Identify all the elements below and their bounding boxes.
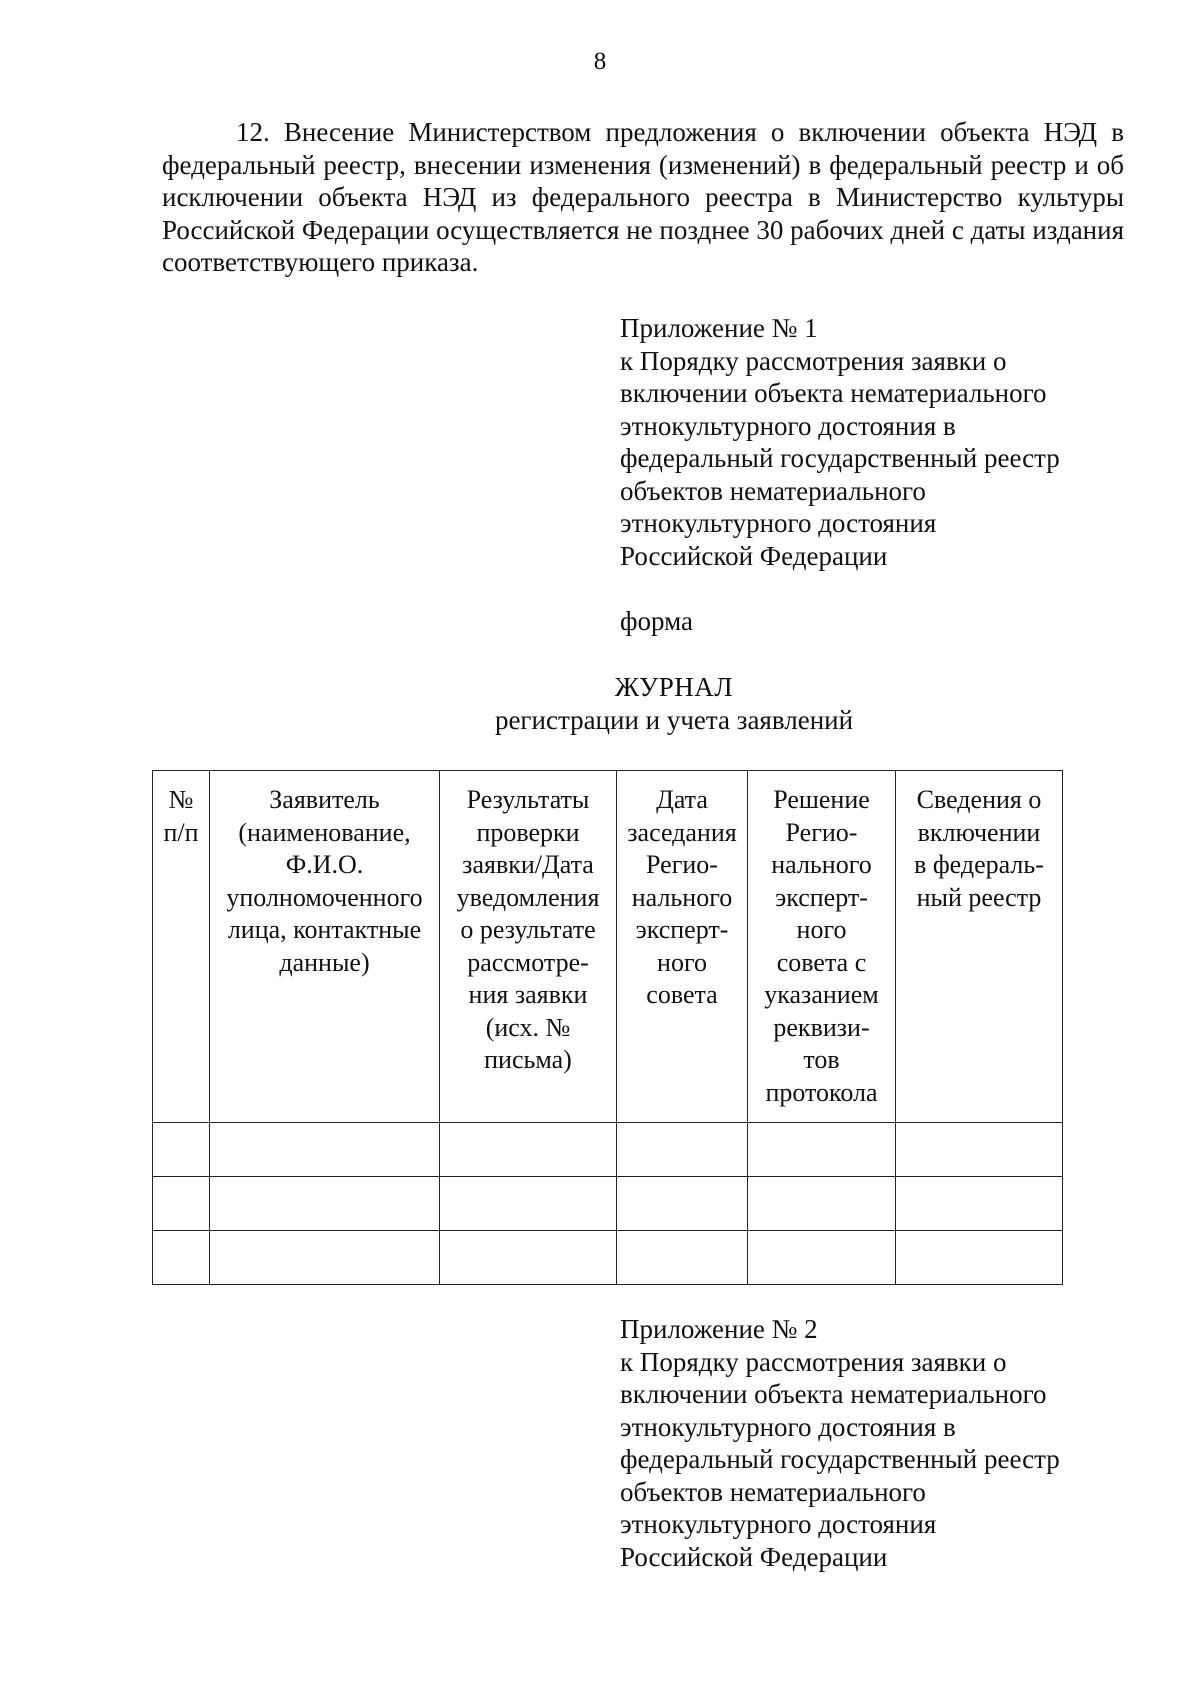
column-header-check-results <box>440 771 617 1123</box>
header-line: уведомления <box>456 882 600 912</box>
header-line: нального <box>631 882 733 912</box>
appendix-2-line: федеральный государственный реестр <box>620 1444 1060 1474</box>
header-line: лица, контактные <box>227 915 422 944</box>
table-cell <box>153 1231 210 1285</box>
header-line: проверки <box>476 817 580 847</box>
table-cell <box>153 1177 210 1231</box>
header-line: заседания <box>627 817 737 847</box>
header-line: Дата <box>656 785 708 814</box>
header-line: совета <box>646 980 718 1009</box>
header-line: эксперт- <box>775 882 868 912</box>
table-cell <box>748 1123 896 1177</box>
journal-subtitle: регистрации и учета заявлений <box>494 705 854 735</box>
appendix-2-line: к Порядку рассмотрения заявки о <box>620 1346 1007 1377</box>
header-line: ного <box>796 915 847 944</box>
appendix-2-header <box>620 1313 1140 1573</box>
journal-table <box>152 770 1063 1285</box>
header-line: (исх. № <box>485 1012 571 1042</box>
header-line: Регио- <box>646 850 718 879</box>
header-line: ного <box>657 947 707 977</box>
table-cell <box>210 1177 440 1231</box>
header-line: Ф.И.О. <box>285 850 364 879</box>
header-line: Результаты <box>466 785 590 814</box>
appendix-1-title: Приложение № 1 <box>620 313 818 343</box>
header-line: в федераль- <box>914 850 1044 879</box>
table-cell <box>617 1177 748 1231</box>
header-line: Решение <box>773 785 870 814</box>
appendix-2-line: этнокультурного достояния <box>620 1509 937 1539</box>
appendix-1-line: этнокультурного достояния <box>620 508 937 538</box>
header-line: о результате <box>460 915 596 944</box>
table-cell <box>896 1231 1063 1285</box>
appendix-2-line: объектов нематериального <box>620 1476 926 1507</box>
header-line: ный реестр <box>916 882 1042 912</box>
header-line: п/п <box>163 817 199 847</box>
appendix-1-line: федеральный государственный реестр <box>620 443 1060 473</box>
header-line: Сведения о <box>916 785 1042 814</box>
header-line: нального <box>771 850 872 879</box>
header-line: уполномоченного <box>226 882 423 912</box>
table-cell <box>896 1177 1063 1231</box>
header-line: ния заявки <box>468 980 588 1009</box>
table-cell <box>748 1177 896 1231</box>
journal-header-row <box>153 771 1063 1123</box>
appendix-2-title: Приложение № 2 <box>620 1314 818 1344</box>
appendix-1-line: объектов нематериального <box>620 475 926 506</box>
appendix-1-line: этнокультурного достояния в <box>620 410 956 441</box>
column-header-registry-inclusion <box>896 771 1063 1123</box>
header-line: заявки/Дата <box>462 850 594 879</box>
table-cell <box>440 1231 617 1285</box>
column-header-number <box>153 771 210 1123</box>
column-header-meeting-date <box>617 771 748 1123</box>
table-row <box>153 1177 1063 1231</box>
header-line: письма) <box>484 1045 572 1074</box>
column-header-applicant <box>210 771 440 1123</box>
header-line: № <box>168 785 194 814</box>
table-cell <box>617 1231 748 1285</box>
appendix-2-line: Российской Федерации <box>620 1541 888 1572</box>
form-label: форма <box>620 606 693 636</box>
header-line: эксперт- <box>635 915 729 944</box>
appendix-1-line: Российской Федерации <box>620 540 888 571</box>
table-cell <box>153 1123 210 1177</box>
appendix-1-line: включении объекта нематериального <box>620 378 1047 408</box>
table-cell <box>440 1177 617 1231</box>
header-line: тов <box>803 1045 840 1074</box>
table-cell <box>440 1123 617 1177</box>
header-line: совета с <box>776 947 867 977</box>
table-cell <box>896 1123 1063 1177</box>
table-row <box>153 1123 1063 1177</box>
paragraph-12: 12. Внесение Министерством предложения о включении объекта НЭД в федеральный реестр, внесении изменения (изменений) в федеральный реестр и об исключении объекта НЭД из федерального реестра в Министерство культуры Российской Федерации осуществляется не позднее 30 рабочих дней с даты издания соответствующего приказа. <box>162 117 1124 277</box>
table-row <box>153 1231 1063 1285</box>
appendix-2-line: этнокультурного достояния в <box>620 1411 956 1442</box>
header-line: рассмотре- <box>467 947 589 977</box>
header-line: данные) <box>279 947 370 977</box>
header-line: реквизи- <box>773 1012 870 1042</box>
header-line: протокола <box>765 1077 878 1107</box>
header-line: (наименование, <box>238 817 411 847</box>
header-line: указанием <box>764 980 879 1009</box>
appendix-1-header <box>620 312 1140 572</box>
page-number: 8 <box>593 48 607 75</box>
appendix-2-line: включении объекта нематериального <box>620 1379 1047 1409</box>
header-line: включении <box>917 817 1041 847</box>
header-line: Заявитель <box>269 785 380 814</box>
table-cell <box>748 1231 896 1285</box>
table-cell <box>210 1123 440 1177</box>
header-line: Регио- <box>785 817 858 847</box>
appendix-1-line: к Порядку рассмотрения заявки о <box>620 345 1007 376</box>
journal-title: ЖУРНАЛ <box>614 672 734 702</box>
table-cell <box>617 1123 748 1177</box>
table-cell <box>210 1231 440 1285</box>
column-header-council-decision <box>748 771 896 1123</box>
